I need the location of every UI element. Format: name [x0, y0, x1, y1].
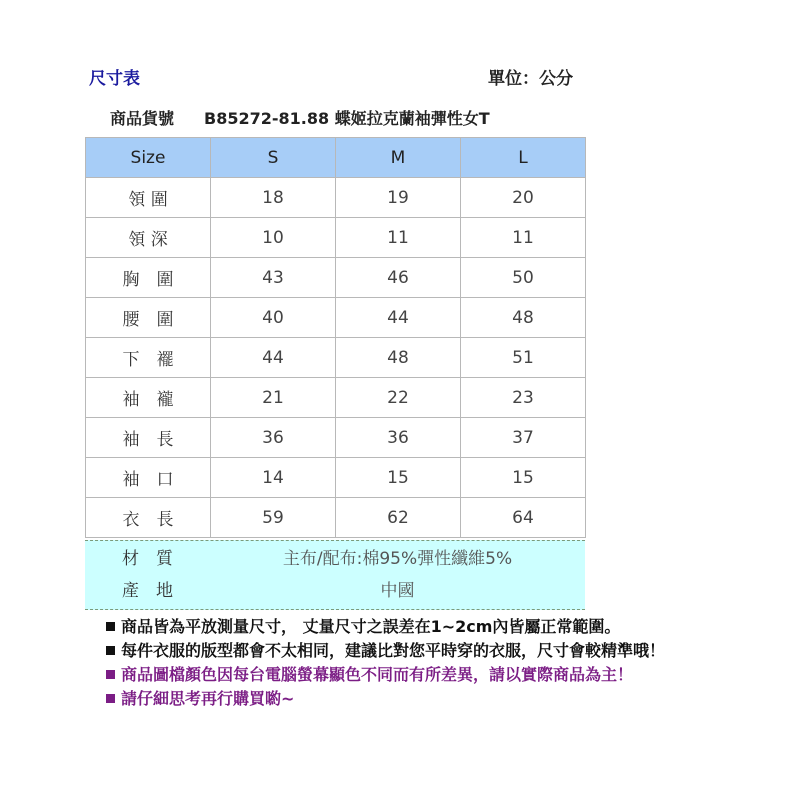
- table-row: [86, 458, 586, 498]
- size-m-value: 48: [336, 338, 461, 378]
- note-item: [106, 615, 665, 639]
- size-header-row: [86, 138, 586, 178]
- size-s-value: 10: [211, 218, 336, 258]
- size-s-value: 36: [211, 418, 336, 458]
- material-label: 材 質: [122, 549, 173, 569]
- size-header-label: Size: [86, 138, 211, 178]
- size-s-value: 43: [211, 258, 336, 298]
- size-m-value: 46: [336, 258, 461, 298]
- size-l-value: 37: [461, 418, 586, 458]
- size-header-m: M: [336, 138, 461, 178]
- size-header-l: L: [461, 138, 586, 178]
- size-l-value: 11: [461, 218, 586, 258]
- square-bullet-icon: [106, 670, 115, 679]
- size-s-value: 59: [211, 498, 336, 538]
- size-l-value: 15: [461, 458, 586, 498]
- measure-label: 袖 口: [86, 458, 211, 498]
- note-text: 商品圖檔顏色因每台電腦螢幕顯色不同而有所差異，請以實際商品為主！: [121, 665, 634, 684]
- measure-label: 下 襬: [86, 338, 211, 378]
- table-row: [86, 338, 586, 378]
- measure-label: 領 圍: [86, 178, 211, 218]
- note-item: [106, 639, 665, 663]
- table-row: [86, 498, 586, 538]
- size-s-value: 18: [211, 178, 336, 218]
- size-l-value: 64: [461, 498, 586, 538]
- table-row: [86, 258, 586, 298]
- note-text: 請仔細思考再行購買喲~: [121, 689, 295, 708]
- size-l-value: 51: [461, 338, 586, 378]
- measure-label: 袖 長: [86, 418, 211, 458]
- table-row: [86, 298, 586, 338]
- size-m-value: 62: [336, 498, 461, 538]
- size-s-value: 21: [211, 378, 336, 418]
- size-m-value: 36: [336, 418, 461, 458]
- size-m-value: 22: [336, 378, 461, 418]
- square-bullet-icon: [106, 646, 115, 655]
- measure-label: 領 深: [86, 218, 211, 258]
- material-row: [85, 543, 585, 575]
- measure-label: 胸 圍: [86, 258, 211, 298]
- note-item: [106, 687, 665, 711]
- note-text: 商品皆為平放測量尺寸， 丈量尺寸之誤差在1~2cm內皆屬正常範圍。: [121, 617, 621, 636]
- size-header-s: S: [211, 138, 336, 178]
- size-m-value: 19: [336, 178, 461, 218]
- square-bullet-icon: [106, 622, 115, 631]
- chart-title: 尺寸表: [89, 69, 140, 89]
- size-l-value: 48: [461, 298, 586, 338]
- table-row: [86, 218, 586, 258]
- note-text: 每件衣服的版型都會不太相同，建議比對您平時穿的衣服，尺寸會較精準哦！: [121, 641, 666, 660]
- product-code-label: 商品貨號: [110, 109, 175, 128]
- table-row: [86, 178, 586, 218]
- measure-label: 衣 長: [86, 498, 211, 538]
- origin-value: 中國: [380, 581, 415, 601]
- product-info: [110, 106, 490, 129]
- size-l-value: 23: [461, 378, 586, 418]
- unit-label: 單位：公分: [488, 69, 573, 89]
- table-row: [86, 378, 586, 418]
- origin-label: 產 地: [122, 581, 173, 601]
- fabric-info-box: [85, 540, 585, 610]
- measure-label: 腰 圍: [86, 298, 211, 338]
- product-code: B85272-81.88 蝶姬拉克蘭袖彈性女T: [204, 109, 490, 128]
- size-table: [85, 137, 586, 538]
- size-s-value: 14: [211, 458, 336, 498]
- size-l-value: 20: [461, 178, 586, 218]
- material-value: 主布/配布:棉95%彈性纖維5%: [282, 549, 513, 569]
- size-m-value: 15: [336, 458, 461, 498]
- table-row: [86, 418, 586, 458]
- square-bullet-icon: [106, 694, 115, 703]
- notes-list: [106, 615, 665, 711]
- size-l-value: 50: [461, 258, 586, 298]
- size-m-value: 44: [336, 298, 461, 338]
- origin-row: [85, 575, 585, 607]
- size-s-value: 40: [211, 298, 336, 338]
- size-s-value: 44: [211, 338, 336, 378]
- note-item: [106, 663, 665, 687]
- size-m-value: 11: [336, 218, 461, 258]
- measure-label: 袖 襱: [86, 378, 211, 418]
